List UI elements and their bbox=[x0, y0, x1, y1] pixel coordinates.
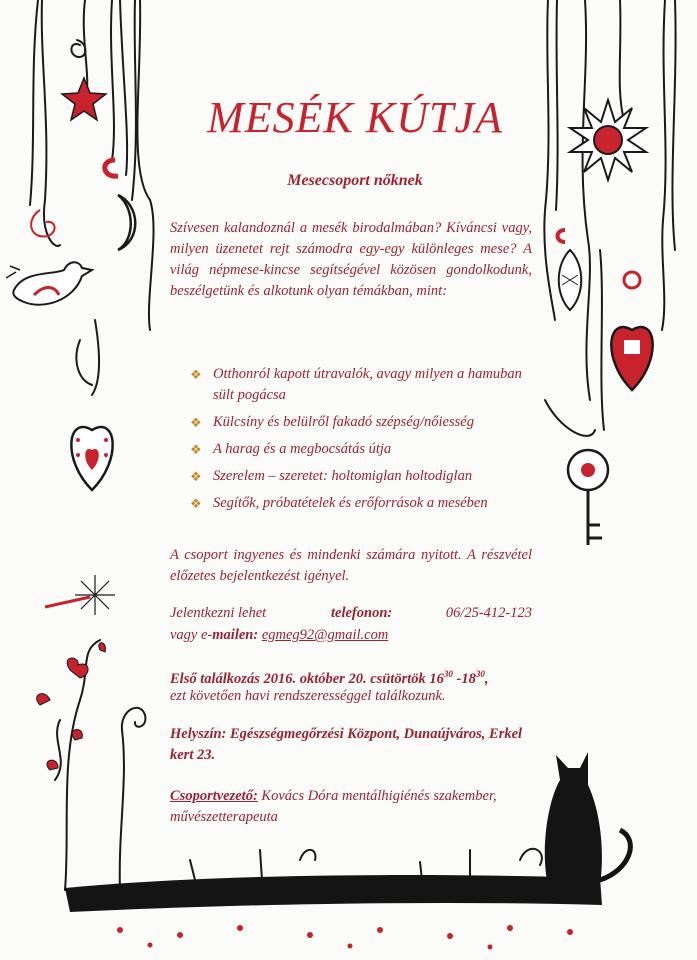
list-item: ❖ Segítők, próbatételek és erőforrások a mesében bbox=[188, 493, 538, 514]
group-leader bbox=[170, 786, 532, 828]
email-prefix: vagy e- bbox=[170, 627, 213, 643]
diamond-bullet-icon: ❖ bbox=[190, 367, 202, 382]
contact-phone-row bbox=[170, 603, 532, 624]
location-value: Egészségmegőrzési Központ, Dunaújváros, Erkel kert 23. bbox=[170, 726, 523, 763]
diamond-bullet-icon: ❖ bbox=[190, 415, 202, 430]
list-item: ❖ A harag és a megbocsátás útja bbox=[188, 439, 538, 460]
leader-label: Csoportvezető: bbox=[170, 788, 258, 804]
topic-list bbox=[188, 364, 538, 520]
email-link[interactable]: egmeg92@gmail.com bbox=[261, 627, 389, 643]
phone-number[interactable]: 06/25-412-123 bbox=[445, 605, 532, 621]
list-item: ❖ Szerelem – szeretet: holtomiglan holtodiglan bbox=[188, 466, 538, 487]
contact-prefix: Jelentkezni lehet bbox=[170, 605, 267, 621]
contact-email-row bbox=[170, 625, 532, 646]
phone-label: telefonon: bbox=[331, 605, 393, 621]
location-label: Helyszín: bbox=[170, 726, 227, 742]
subtitle: Mesecsoport nőknek bbox=[287, 172, 423, 189]
location bbox=[170, 724, 532, 766]
intro-paragraph: Szívesen kalandoznál a mesék birodalmában? Kíváncsi vagy, milyen üzenetet rejt számodra egy-egy különleges mese? A világ népmese-kincse segítségével közösen gondolkodunk, beszélgetünk és alkotunk olyan témákban, mint: bbox=[170, 220, 532, 299]
diamond-bullet-icon: ❖ bbox=[190, 442, 202, 457]
first-meeting: Első találkozás 2016. október 20. csütörtök $16^{30}$ $-18^{30}$, bbox=[170, 669, 489, 687]
diamond-bullet-icon: ❖ bbox=[190, 496, 202, 511]
list-item: ❖ Otthonról kapott útravalók, avagy milyen a hamuban sült pogácsa bbox=[190, 366, 522, 403]
meeting-frequency: ezt követően havi rendszerességgel találkozunk. bbox=[170, 688, 446, 704]
free-note: A csoport ingyenes és mindenki számára nyitott. A részvétel előzetes bejelentkezést igényel. bbox=[170, 547, 532, 584]
page-title: MESÉK KÚTJA bbox=[207, 93, 503, 142]
email-label: mailen: bbox=[212, 627, 259, 643]
diamond-bullet-icon: ❖ bbox=[190, 469, 202, 484]
leader-value: Kovács Dóra mentálhigiénés szakember, művészetterapeuta bbox=[170, 788, 497, 825]
list-item: ❖ Külcsíny és belülről fakadó szépség/nőiesség bbox=[188, 412, 538, 433]
